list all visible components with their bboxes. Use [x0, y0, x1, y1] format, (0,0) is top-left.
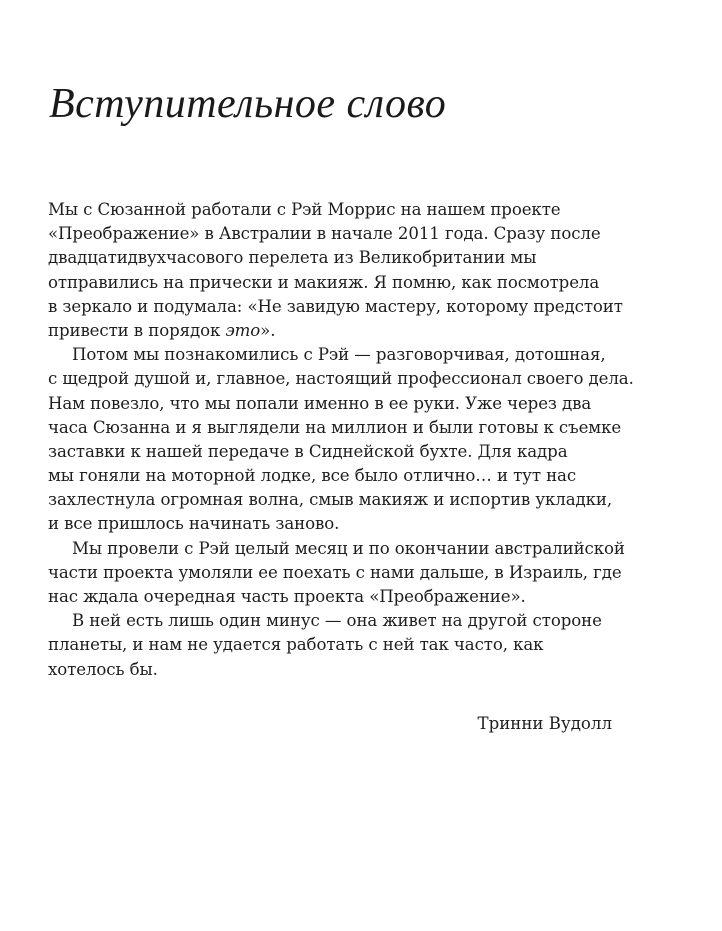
text-line: заставки к нашей передаче в Сиднейской бухте. Для кадра	[48, 441, 568, 461]
text-line: и все пришлось начинать заново.	[48, 514, 340, 534]
text-line: захлестнула огромная волна, смыв макияж и испортив укладки,	[48, 490, 613, 510]
text-line: Мы провели с Рэй целый месяц и по окончании австралийской	[72, 538, 625, 558]
text-line: планеты, и нам не удается работать с ней так часто, как	[48, 635, 544, 655]
text-line: В ней есть лишь один минус — она живет на другой стороне	[72, 611, 602, 631]
page-title: Вступительное слово	[49, 81, 447, 127]
body-text	[48, 198, 634, 682]
text-line: хотелось бы.	[48, 659, 158, 679]
paragraph-2	[48, 343, 634, 537]
paragraph-3	[48, 537, 628, 610]
author-signature: Тринни Вудолл	[477, 714, 612, 733]
text-line: «Преображение» в Австралии в начале 2011 года. Сразу после	[48, 224, 601, 244]
text-line: отправились на прически и макияж. Я помню, как посмотрела	[48, 272, 600, 292]
text-line: Нам повезло, что мы попали именно в ее руки. Уже через два	[48, 393, 592, 413]
text-line: в зеркало и подумала: «Не завидую мастеру, которому предстоит	[48, 296, 623, 316]
text-line: нас ждала очередная часть проекта «Преображение».	[48, 587, 526, 606]
emphasized-word: это	[225, 320, 261, 340]
text-line: с щедрой душой и, главное, настоящий профессионал своего дела.	[48, 369, 634, 389]
paragraph-1	[48, 198, 628, 343]
text-line: Мы с Сюзанной работали с Рэй Моррис на нашем проекте	[48, 200, 561, 219]
text-segment: ».	[260, 320, 276, 340]
text-line: двадцатидвухчасового перелета из Великобритании мы	[48, 248, 537, 268]
text-line: части проекта умоляли ее поехать с нами дальше, в Израиль, где	[48, 562, 622, 582]
text-line: часа Сюзанна и я выглядели на миллион и были готовы к съемке	[48, 417, 622, 437]
text-segment: привести в порядок	[48, 320, 226, 340]
text-line-with-emphasis	[48, 319, 628, 343]
paragraph-4	[48, 609, 628, 682]
text-line: мы гоняли на моторной лодке, все было отлично… и тут нас	[48, 466, 577, 486]
text-line: Потом мы познакомились с Рэй — разговорчивая, дотошная,	[72, 345, 606, 365]
